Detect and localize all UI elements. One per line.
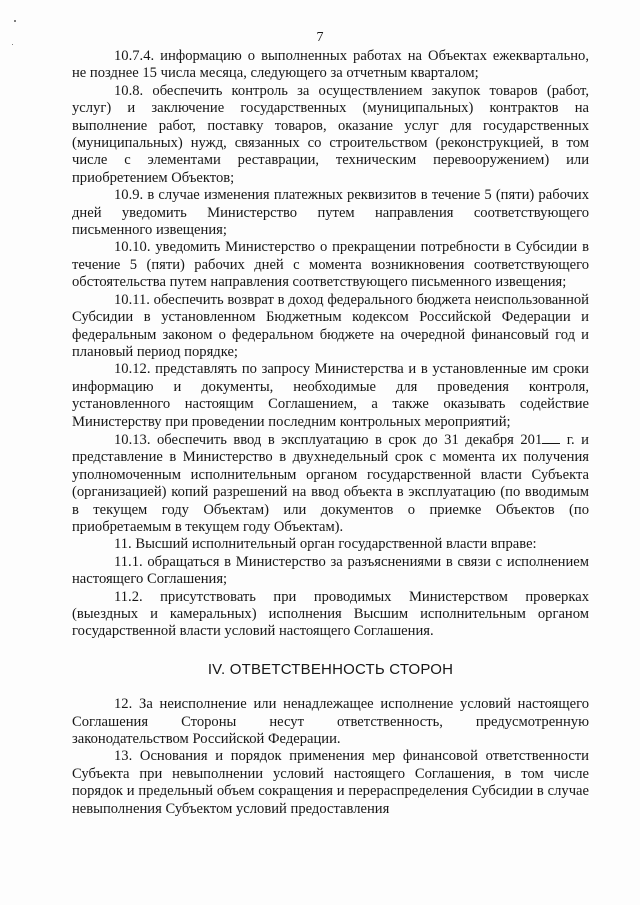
- year-blank-line: [542, 431, 560, 444]
- paragraph-10-13-start: 10.13. обеспечить ввод в эксплуатацию в срок до 31 декабря 201: [114, 431, 543, 448]
- paragraph-13: 13. Основания и порядок применения мер финансовой ответственности Субъекта при невыполнении условий настоящего Соглашения, в том числе порядок и предельный объем сокращения и перераспределения Субсидии в случае невыполнения Субъектом условий предоставления: [72, 748, 589, 817]
- paragraph-11-2: 11.2. присутствовать при проводимых Министерством проверках (выездных и камеральных) исполнения Высшим исполнительным органом государственной власти условий настоящего Соглашения.: [72, 588, 589, 640]
- paragraph-11-1: 11.1. обращаться в Министерство за разъяснениями в связи с исполнением настоящего Соглашения;: [72, 553, 589, 588]
- paragraph-10-9: 10.9. в случае изменения платежных реквизитов в течение 5 (пяти) рабочих дней уведомить Министерство путем направления соответствующего письменного извещения;: [72, 187, 589, 239]
- scan-speck: [14, 20, 16, 22]
- document-body: [72, 48, 589, 818]
- paragraph-10-12: 10.12. представлять по запросу Министерства и в установленные им сроки информацию и документы, необходимые для проведения контроля, установленного настоящим Соглашением, а также оказывать содействие Министерству при проведении последним контрольных мероприятий;: [72, 361, 589, 430]
- section-heading: IV. ОТВЕТСТВЕННОСТЬ СТОРОН: [207, 660, 454, 678]
- paragraph-10-10: 10.10. уведомить Министерство о прекращении потребности в Субсидии в течение 5 (пяти) рабочих дней с момента возникновения соответствующего обстоятельства путем направления соответствующего письменного извещения;: [72, 239, 589, 291]
- page-number: 7: [316, 30, 324, 45]
- paragraph-10-7-4: 10.7.4. информацию о выполненных работах на Объектах ежеквартально, не позднее 15 числа месяца, следующего за отчетным кварталом;: [72, 48, 589, 82]
- paragraph-10-13-end: г. и представление в Министерство в двухнедельный срок с момента их получения уполномоченным исполнительным органом государственной власти Субъекта (организацией) копий разрешений на ввод объекта в эксплуатацию (по вводимым в текущем году Объектам) или документов о приемке Объектов (по приобретаемым в текущем году Объектам).: [72, 431, 589, 535]
- paragraph-12: 12. За неисполнение или ненадлежащее исполнение условий настоящего Соглашения Стороны несут ответственность, предусмотренную законодательством Российской Федерации.: [72, 696, 589, 748]
- paragraph-11: 11. Высший исполнительный орган государственной власти вправе:: [114, 536, 537, 553]
- paragraph-10-11: 10.11. обеспечить возврат в доход федерального бюджета неиспользованной Субсидии в установленном Бюджетным кодексом Российской Федерации и федеральным законом о федеральном бюджете на очередной финансовый год и плановый период порядке;: [72, 291, 589, 360]
- paragraph-10-13: [72, 431, 589, 536]
- paragraph-10-8: 10.8. обеспечить контроль за осуществлением закупок товаров (работ, услуг) и заключение государственных (муниципальных) контрактов на выполнение работ, поставку товаров, оказание услуг для государственных (муниципальных) нужд, связанных со строительством (реконструкцией, в том числе с элементами реставрации, техническим перевооружением) или приобретением Объектов;: [72, 82, 589, 186]
